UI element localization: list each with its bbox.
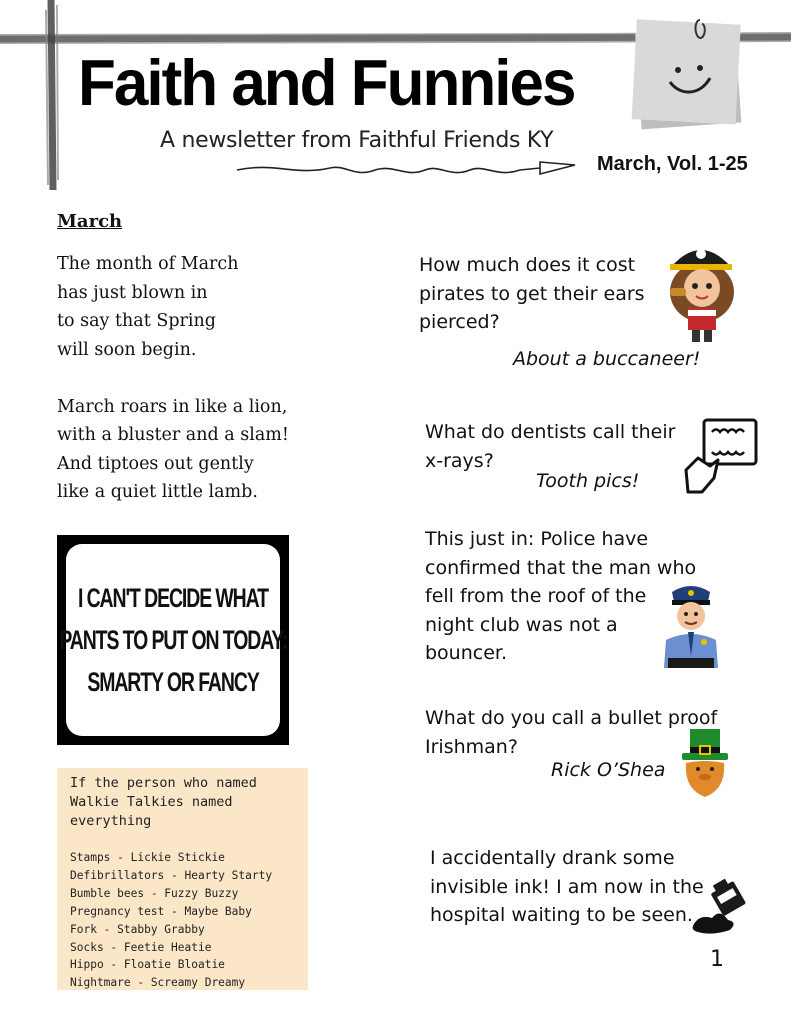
- joke-line: night club was not a: [425, 613, 618, 636]
- joke-line: I accidentally drank some: [430, 847, 675, 869]
- brush-stroke-vertical: [40, 0, 64, 190]
- joke-line: invisible ink! I am now in the: [430, 875, 704, 898]
- march-poem: [57, 250, 387, 507]
- poem-line: will soon begin.: [57, 339, 197, 360]
- walkie-title-line: Walkie Talkies named: [70, 794, 233, 810]
- newsletter-subtitle: A newsletter from Faithful Friends KY: [160, 128, 554, 153]
- police-officer-icon: [660, 580, 722, 668]
- joke-line: bouncer.: [425, 642, 508, 664]
- spilled-ink-icon: [690, 878, 748, 934]
- joke-line: How much does it cost: [419, 254, 636, 276]
- leprechaun-icon: [680, 727, 730, 799]
- walkie-title-line: If the person who named: [70, 775, 257, 791]
- list-item: Fork - Stabby Grabby: [70, 922, 205, 936]
- joke-bouncer: [425, 525, 696, 668]
- list-item: Pregnancy test - Maybe Baby: [70, 904, 252, 918]
- joke-line: pierced?: [419, 311, 500, 333]
- sign-line: SMARTY OR FANCY: [87, 667, 259, 697]
- issue-label: March, Vol. 1-25: [597, 153, 748, 175]
- pirate-icon: [664, 240, 738, 344]
- list-item: Defibrillators - Hearty Starty: [70, 868, 273, 882]
- poem-line: has just blown in: [57, 282, 208, 303]
- joke-dentist: [425, 418, 675, 475]
- newsletter-title: Faith and Funnies: [78, 47, 575, 120]
- joke-line: fell from the roof of the: [425, 585, 647, 607]
- poem-line: to say that Spring: [57, 311, 216, 331]
- joke-line: What do dentists call their: [425, 421, 676, 443]
- joke-answer: About a buccaneer!: [513, 348, 701, 370]
- walkie-title: [70, 774, 257, 831]
- list-item: Nightmare - Screamy Dreamy: [70, 976, 246, 990]
- poem-line: The month of March: [57, 254, 239, 274]
- joke-answer: Rick O’Shea: [551, 759, 666, 781]
- dental-xray-icon: [684, 418, 758, 496]
- walkie-list: [70, 849, 272, 992]
- poem-line: And tiptoes out gently: [57, 453, 254, 474]
- joke-line: Irishman?: [425, 735, 518, 758]
- joke-line: confirmed that the man who: [425, 556, 697, 579]
- walkie-title-line: everything: [70, 813, 152, 829]
- poem-line: March roars in like a lion,: [57, 396, 288, 417]
- poem-line: with a bluster and a slam!: [57, 425, 289, 445]
- squiggle-arrow-icon: [235, 158, 580, 180]
- joke-line: This just in: Police have: [425, 528, 649, 550]
- joke-line: What do you call a bullet proof: [425, 707, 718, 729]
- sign-line: I CAN'T DECIDE WHAT: [77, 583, 269, 613]
- march-heading: March: [57, 211, 123, 232]
- joke-irishman: [425, 704, 717, 761]
- sign-panel: [59, 544, 287, 736]
- joke-invisible-ink: [430, 844, 704, 930]
- sticky-note-icon: [628, 16, 748, 132]
- list-item: Hippo - Floatie Bloatie: [70, 958, 225, 972]
- pants-joke-sign: [57, 535, 289, 745]
- joke-line: x-rays?: [425, 449, 494, 472]
- list-item: Socks - Feetie Heatie: [70, 940, 212, 954]
- list-item: Stamps - Lickie Stickie: [70, 851, 225, 864]
- sign-line: PANTS TO PUT ON TODAY:: [59, 625, 287, 655]
- list-item: Bumble bees - Fuzzy Buzzy: [70, 886, 239, 900]
- walkie-talkie-box: [57, 768, 308, 990]
- joke-answer: Tooth pics!: [536, 470, 640, 492]
- joke-pirate: [419, 251, 645, 337]
- joke-line: pirates to get their ears: [419, 282, 645, 305]
- poem-line: like a quiet little lamb.: [57, 482, 258, 502]
- page-number: 1: [710, 947, 724, 972]
- joke-line: hospital waiting to be seen.: [430, 904, 693, 926]
